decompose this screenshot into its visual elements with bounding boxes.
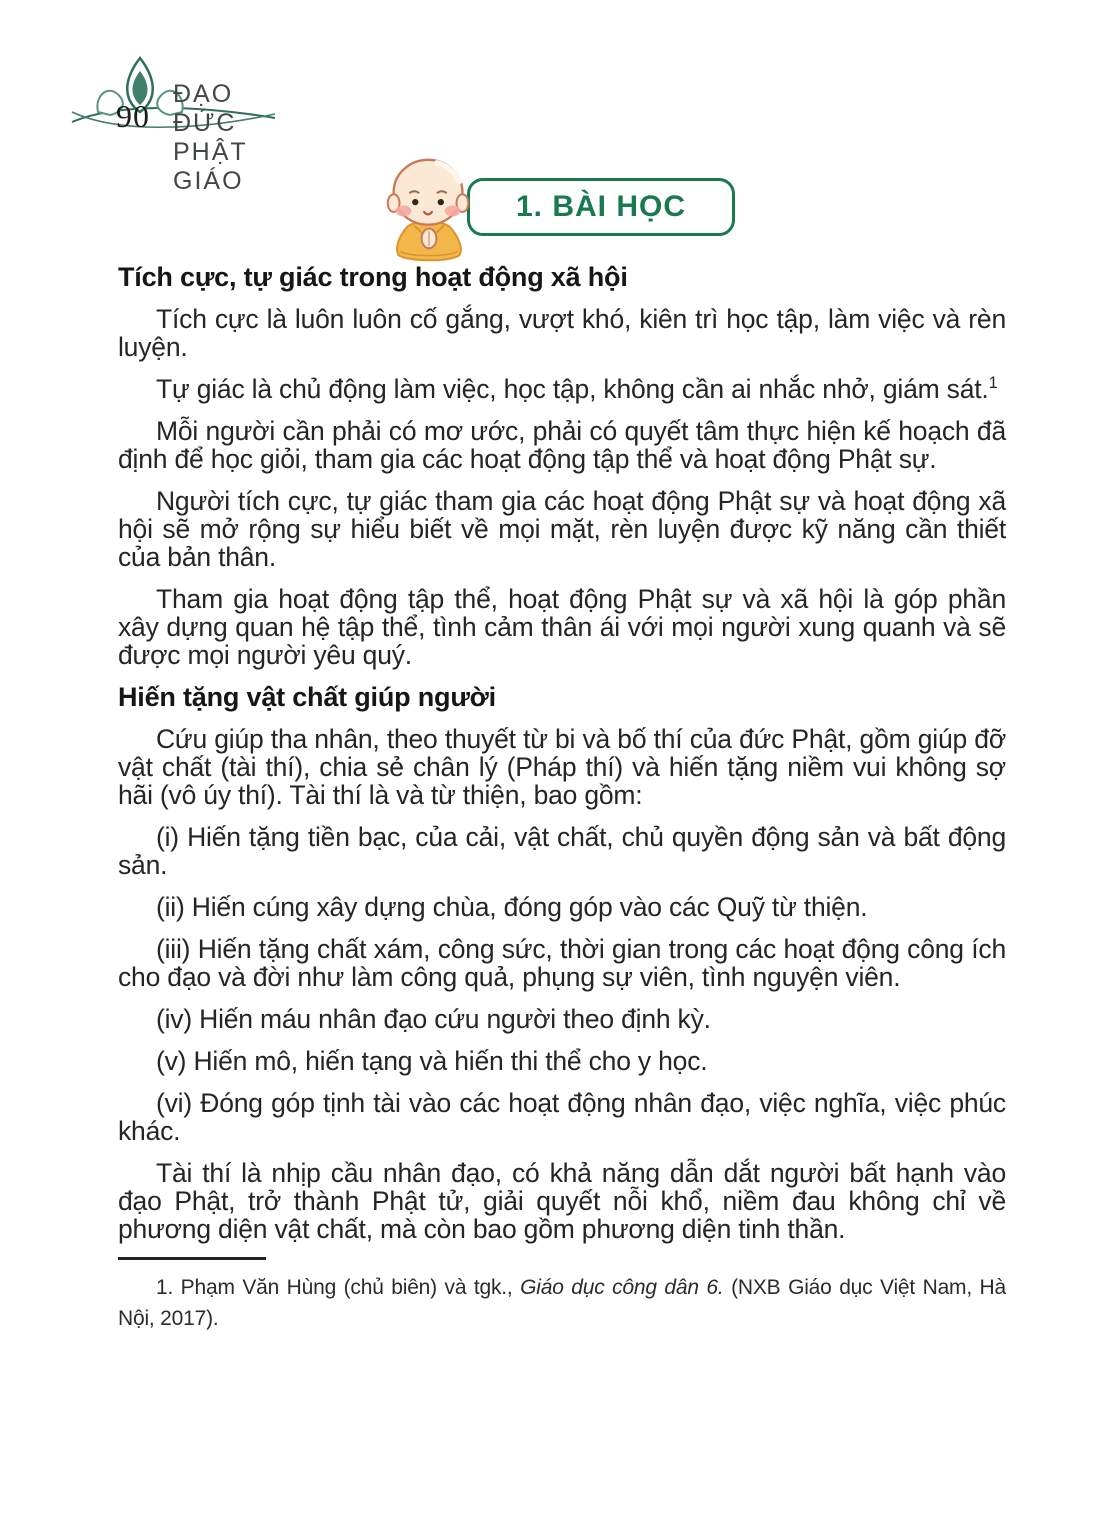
- list-item-paragraph: (iv) Hiến máu nhân đạo cứu người theo định kỳ.: [156, 1004, 711, 1034]
- paragraph: Tích cực là luôn luôn cố gắng, vượt khó, kiên trì học tập, làm việc và rèn luyện.: [118, 304, 1006, 362]
- list-item-paragraph: (v) Hiến mô, hiến tạng và hiến thi thể cho y học.: [156, 1046, 708, 1076]
- paragraph: Người tích cực, tự giác tham gia các hoạt động Phật sự và hoạt động xã hội sẽ mở rộng sự hiểu biết về mọi mặt, rèn luyện được kỹ năng cần thiết của bản thân.: [118, 486, 1006, 572]
- section-heading: Hiến tặng vật chất giúp người: [118, 682, 496, 712]
- list-item-paragraph: (ii) Hiến cúng xây dựng chùa, đóng góp vào các Quỹ từ thiện.: [156, 892, 868, 922]
- paragraph: Tham gia hoạt động tập thể, hoạt động Phật sự và xã hội là góp phần xây dựng quan hệ tập thể, tình cảm thân ái với mọi người xung quanh và sẽ được mọi người yêu quý.: [118, 584, 1006, 670]
- footnote: [118, 1257, 1006, 1334]
- footnote-book-title: Giáo dục công dân 6.: [520, 1276, 724, 1299]
- footnote-divider: [118, 1257, 266, 1260]
- paragraph: Tài thí là nhịp cầu nhân đạo, có khả năng dẫn dắt người bất hạnh vào đạo Phật, trở thành Phật tử, giải quyết nỗi khổ, niềm đau không chỉ về phương diện vật chất, mà còn bao gồm phương diện tinh thần.: [118, 1158, 1006, 1244]
- paragraph: Mỗi người cần phải có mơ ước, phải có quyết tâm thực hiện kế hoạch đã định để học giỏi, tham gia các hoạt động tập thể và hoạt động Phật sự.: [118, 416, 1006, 474]
- monk-illustration: [371, 150, 489, 264]
- section-giving: [118, 683, 1006, 1243]
- paragraph: Tự giác là chủ động làm việc, học tập, không cần ai nhắc nhở, giám sát.$^1$: [156, 374, 998, 404]
- lesson-badge: [467, 178, 735, 236]
- lesson-content: [118, 263, 1006, 1348]
- list-item-paragraph: (iii) Hiến tặng chất xám, công sức, thời gian trong các hoạt động công ích cho đạo và đời như làm công quả, phụng sự viên, tình nguyện viên.: [118, 934, 1006, 992]
- section-heading: Tích cực, tự giác trong hoạt động xã hội: [118, 262, 628, 292]
- list-item-paragraph: (i) Hiến tặng tiền bạc, của cải, vật chất, chủ quyền động sản và bất động sản.: [118, 822, 1006, 880]
- section-positivity: [118, 263, 1006, 669]
- list-item-paragraph: (vi) Đóng góp tịnh tài vào các hoạt động nhân đạo, việc nghĩa, việc phúc khác.: [118, 1088, 1006, 1146]
- book-title: ĐẠO ĐỨC PHẬT GIÁO: [173, 80, 248, 195]
- lesson-header: [0, 150, 1106, 264]
- lesson-badge-label: 1. BÀI HỌC: [515, 190, 687, 223]
- page-number: 90: [116, 98, 150, 134]
- paragraph: Cứu giúp tha nhân, theo thuyết từ bi và bố thí của đức Phật, gồm giúp đỡ vật chất (tài thí), chia sẻ chân lý (Pháp thí) và hiến tặng niềm vui không sợ hãi (vô úy thí). Tài thí là và từ thiện, bao gồm:: [118, 724, 1006, 810]
- footnote-ref: 1: [988, 374, 998, 393]
- monk-icon: [371, 150, 489, 264]
- footnote-text: 1. Phạm Văn Hùng (chủ biên) và tgk., Giáo dục công dân 6. (NXB Giáo dục Việt Nam, Hà Nội, 2017).: [118, 1276, 1006, 1330]
